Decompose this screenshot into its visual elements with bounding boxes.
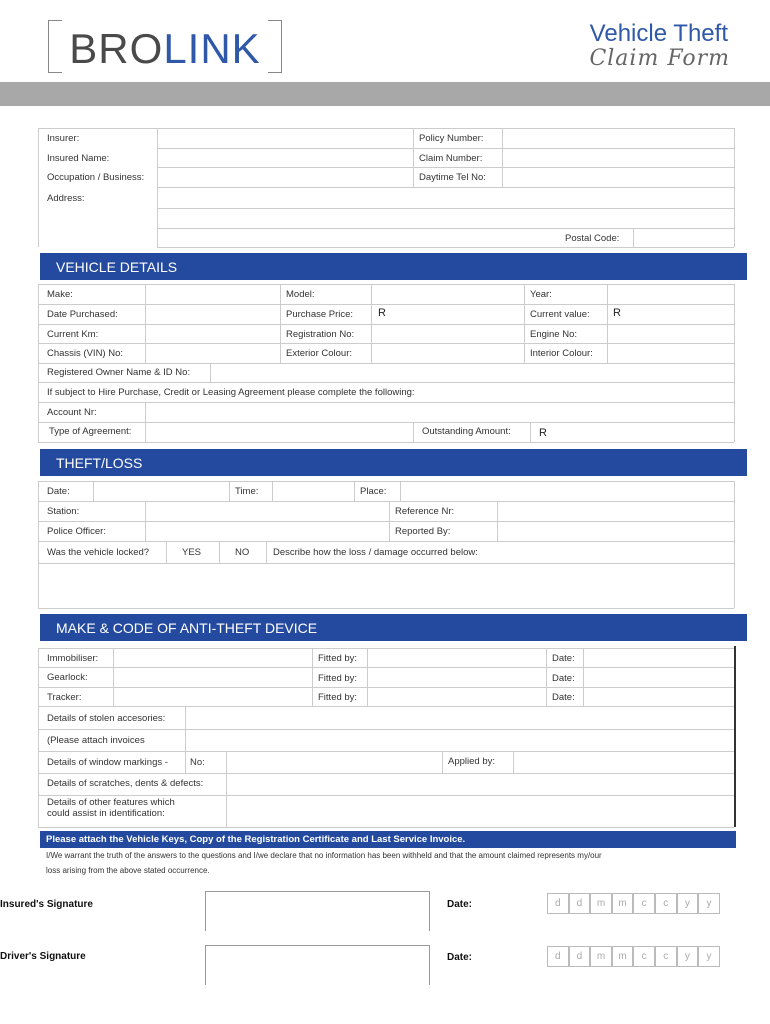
brolink-logo — [48, 20, 282, 73]
warranty-text-line-2: loss arising from the above stated occurrence. — [46, 866, 210, 875]
gearlock-date-label: Date: — [552, 673, 575, 684]
tracker-label: Tracker: — [47, 692, 82, 703]
date-purchased-label: Date Purchased: — [47, 309, 118, 320]
divider — [38, 382, 734, 383]
date-digit-box[interactable]: c — [655, 893, 677, 914]
account-nr-field[interactable] — [146, 403, 733, 421]
applied-by-label: Applied by: — [448, 756, 496, 767]
insured-date-boxes[interactable] — [547, 893, 720, 914]
immobiliser-label: Immobiliser: — [47, 653, 99, 664]
daytime-tel-field[interactable] — [503, 168, 733, 186]
divider — [734, 481, 735, 608]
date-digit-box[interactable]: d — [547, 946, 569, 967]
reference-nr-label: Reference Nr: — [395, 506, 455, 517]
locked-question: Was the vehicle locked? — [47, 547, 150, 558]
divider — [413, 422, 414, 442]
driver-date-boxes[interactable] — [547, 946, 720, 967]
attach-note-bar — [40, 831, 736, 848]
theft-loss-title: THEFT/LOSS — [56, 455, 143, 471]
window-markings-label: Details of window markings - — [47, 757, 168, 768]
date-digit-box[interactable]: d — [547, 893, 569, 914]
outstanding-amount-currency: R — [539, 427, 547, 439]
anti-theft-header — [40, 614, 747, 641]
describe-loss-label: Describe how the loss / damage occurred below: — [273, 547, 478, 558]
form-title: Vehicle Theft — [589, 20, 728, 47]
insured-signature-label: Insured's Signature — [0, 899, 93, 910]
year-label: Year: — [530, 289, 552, 300]
date-digit-box[interactable]: m — [590, 893, 612, 914]
registered-owner-field[interactable] — [211, 364, 733, 381]
exterior-colour-field[interactable] — [372, 344, 523, 362]
locked-yes-option[interactable]: YES — [182, 547, 202, 558]
date-digit-box[interactable]: d — [569, 946, 591, 967]
date-digit-box[interactable]: d — [569, 893, 591, 914]
type-of-agreement-field[interactable] — [146, 423, 412, 441]
tracker-date-field[interactable] — [584, 688, 733, 705]
date-digit-box[interactable]: m — [590, 946, 612, 967]
divider — [354, 481, 355, 501]
postal-code-label: Postal Code: — [565, 233, 620, 244]
postal-code-field[interactable] — [634, 229, 733, 246]
station-field[interactable] — [146, 502, 388, 520]
scratches-label: Details of scratches, dents & defects: — [47, 778, 204, 789]
police-officer-field[interactable] — [146, 522, 388, 540]
gearlock-label: Gearlock: — [47, 672, 88, 683]
window-markings-field[interactable] — [227, 752, 441, 772]
interior-colour-field[interactable] — [608, 344, 733, 362]
divider — [734, 284, 735, 442]
claim-number-label: Claim Number: — [419, 153, 483, 164]
divider — [157, 247, 734, 248]
exterior-colour-label: Exterior Colour: — [286, 348, 352, 359]
logo-frame-gap-top — [62, 18, 268, 24]
window-markings-no-label: No: — [190, 757, 205, 768]
make-label: Make: — [47, 289, 73, 300]
theft-date-label: Date: — [47, 486, 70, 497]
logo-part-link: LINK — [163, 25, 261, 72]
other-features-label-1: Details of other features which — [47, 797, 175, 808]
tracker-field[interactable] — [114, 688, 311, 705]
driver-signature-box[interactable] — [205, 945, 430, 985]
year-field[interactable] — [608, 285, 733, 303]
interior-colour-label: Interior Colour: — [530, 348, 593, 359]
warranty-text-line-1: I/We warrant the truth of the answers to the questions and I/we declare that no information has been withheld and that the amount claimed represents my/our — [46, 851, 602, 860]
immobiliser-field[interactable] — [114, 649, 311, 666]
driver-signature-label: Driver's Signature — [0, 951, 86, 962]
divider — [219, 541, 220, 563]
police-officer-label: Police Officer: — [47, 526, 106, 537]
engine-no-field[interactable] — [608, 325, 733, 342]
immobiliser-date-field[interactable] — [584, 649, 733, 666]
divider — [38, 442, 734, 443]
gearlock-fitted-by-field[interactable] — [368, 668, 545, 686]
theft-time-field[interactable] — [273, 482, 353, 500]
other-features-field[interactable] — [227, 796, 733, 826]
make-field[interactable] — [146, 285, 279, 303]
purchase-price-currency: R — [378, 307, 386, 319]
attach-note: Please attach the Vehicle Keys, Copy of the Registration Certificate and Last Service Invoice. — [46, 834, 466, 845]
account-nr-label: Account Nr: — [47, 407, 97, 418]
station-label: Station: — [47, 506, 80, 517]
divider — [389, 501, 390, 541]
divider — [442, 751, 443, 773]
gearlock-date-field[interactable] — [584, 668, 733, 686]
model-field[interactable] — [372, 285, 523, 303]
insurer-field[interactable] — [158, 129, 412, 147]
current-km-label: Current Km: — [47, 329, 99, 340]
divider — [38, 541, 734, 542]
anti-theft-title: MAKE & CODE OF ANTI-THEFT DEVICE — [56, 620, 318, 636]
current-value-currency: R — [613, 307, 621, 319]
registered-owner-label: Registered Owner Name & ID No: — [47, 367, 191, 378]
engine-no-label: Engine No: — [530, 329, 578, 340]
form-subtitle: Claim Form — [589, 46, 730, 71]
current-value-label: Current value: — [530, 309, 590, 320]
divider — [734, 128, 735, 247]
outstanding-amount-field[interactable] — [531, 423, 733, 441]
purchase-price-field[interactable] — [372, 305, 523, 323]
tracker-fitted-by-field[interactable] — [368, 688, 545, 705]
locked-no-option[interactable]: NO — [235, 547, 250, 558]
immobiliser-fitted-by-label: Fitted by: — [318, 653, 358, 664]
policy-number-label: Policy Number: — [419, 133, 484, 144]
insured-name-field[interactable] — [158, 149, 412, 166]
divider — [312, 648, 313, 706]
logo-text — [48, 25, 282, 72]
divider — [280, 284, 281, 363]
date-purchased-field[interactable] — [146, 305, 279, 323]
gearlock-field[interactable] — [114, 668, 311, 686]
divider — [185, 751, 186, 773]
stolen-accessories-label: Details of stolen accesories: — [47, 713, 166, 724]
date-digit-box[interactable]: c — [633, 893, 655, 914]
divider — [38, 648, 39, 827]
divider — [524, 284, 525, 363]
date-digit-box[interactable]: y — [698, 946, 720, 967]
attach-invoices-label: (Please attach invoices — [47, 735, 145, 746]
date-digit-box[interactable]: c — [655, 946, 677, 967]
purchase-price-label: Purchase Price: — [286, 309, 354, 320]
gearlock-fitted-by-label: Fitted by: — [318, 673, 358, 684]
logo-part-bro: BRO — [69, 25, 164, 72]
insured-name-label: Insured Name: — [47, 153, 110, 164]
address-label: Address: — [47, 193, 85, 204]
theft-place-label: Place: — [360, 486, 387, 497]
daytime-tel-label: Daytime Tel No: — [419, 172, 486, 183]
driver-date-label: Date: — [447, 952, 473, 963]
outstanding-amount-label: Outstanding Amount: — [422, 426, 511, 437]
divider — [38, 128, 39, 247]
loss-description-field[interactable] — [39, 564, 733, 607]
reference-nr-field[interactable] — [498, 502, 733, 520]
registration-no-label: Registration No: — [286, 329, 355, 340]
vehicle-details-header — [40, 253, 747, 280]
divider — [266, 541, 267, 563]
date-digit-box[interactable]: y — [698, 893, 720, 914]
chassis-label: Chassis (VIN) No: — [47, 348, 124, 359]
tracker-fitted-by-label: Fitted by: — [318, 692, 358, 703]
reported-by-label: Reported By: — [395, 526, 451, 537]
date-digit-box[interactable]: m — [612, 893, 634, 914]
theft-date-field[interactable] — [94, 482, 228, 500]
stolen-accessories-field[interactable] — [186, 707, 733, 750]
divider — [546, 648, 547, 706]
hire-purchase-note: If subject to Hire Purchase, Credit or Leasing Agreement please complete the following: — [47, 387, 415, 398]
scratches-field[interactable] — [227, 774, 733, 794]
model-label: Model: — [286, 289, 315, 300]
header-band — [0, 82, 770, 106]
divider — [229, 481, 230, 501]
divider — [413, 128, 414, 187]
date-digit-box[interactable]: c — [633, 946, 655, 967]
tracker-date-label: Date: — [552, 692, 575, 703]
insurer-label: Insurer: — [47, 133, 80, 144]
date-digit-box[interactable]: m — [612, 946, 634, 967]
insured-date-label: Date: — [447, 899, 473, 910]
theft-time-label: Time: — [235, 486, 259, 497]
applied-by-field[interactable] — [514, 752, 733, 772]
theft-loss-header — [40, 449, 747, 476]
immobiliser-fitted-by-field[interactable] — [368, 649, 545, 666]
theft-place-field[interactable] — [401, 482, 733, 500]
type-of-agreement-label: Type of Agreement: — [49, 426, 132, 437]
date-digit-box[interactable]: y — [677, 893, 699, 914]
policy-number-field[interactable] — [503, 129, 733, 147]
current-km-field[interactable] — [146, 325, 279, 342]
claim-number-field[interactable] — [503, 149, 733, 166]
current-value-field[interactable] — [608, 305, 733, 323]
divider — [38, 608, 734, 609]
date-digit-box[interactable]: y — [677, 946, 699, 967]
divider — [166, 541, 167, 563]
divider — [38, 284, 39, 442]
immobiliser-date-label: Date: — [552, 653, 575, 664]
divider — [38, 827, 734, 828]
occupation-field[interactable] — [158, 168, 412, 186]
registration-no-field[interactable] — [372, 325, 523, 342]
vehicle-details-title: VEHICLE DETAILS — [56, 259, 178, 275]
other-features-label-2: could assist in identification: — [47, 808, 165, 819]
reported-by-field[interactable] — [498, 522, 733, 540]
divider — [734, 646, 736, 827]
occupation-label: Occupation / Business: — [47, 172, 145, 183]
insured-signature-box[interactable] — [205, 891, 430, 931]
chassis-field[interactable] — [146, 344, 279, 362]
